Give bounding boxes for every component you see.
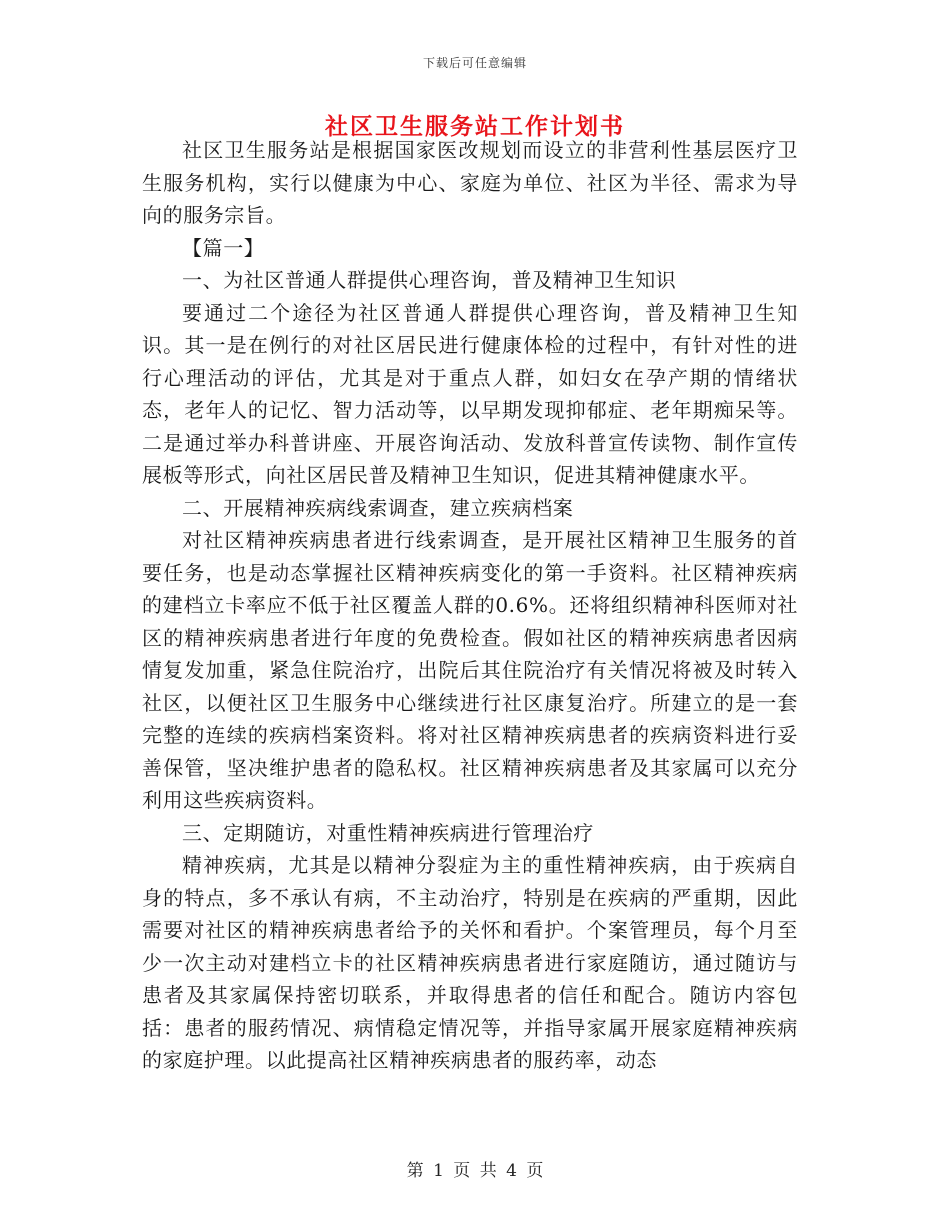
section-label: 【篇一】 [182, 235, 265, 260]
document-title: 社区卫生服务站工作计划书 [325, 113, 625, 140]
body-paragraph-2: 对社区精神疾病患者进行线索调查，是开展社区精神卫生服务的首要任务，也是动态掌握社区精神疾病变化的第一手资料。社区精神疾病的建档立卡率应不低于社区覆盖人群的0.6%。还将组织精神科医师对社区的精神疾病患者进行年度的免费检查。假如社区的精神疾病患者因病情复发加重，紧急住院治疗，出院后其住院治疗有关情况将被及时转入社区，以便社区卫生服务中心继续进行社区康复治疗。所建立的是一套完整的连续的疾病档案资料。将对社区精神疾病患者的疾病资料进行妥善保管，坚决维护患者的隐私权。社区精神疾病患者及其家属可以充分利用这些疾病资料。 [142, 528, 798, 812]
body-paragraph-1: 要通过二个途径为社区普通人群提供心理咨询，普及精神卫生知识。其一是在例行的对社区居民进行健康体检的过程中，有针对性的进行心理活动的评估，尤其是对于重点人群，如妇女在孕产期的情绪状态，老年人的记忆、智力活动等，以早期发现抑郁症、老年期痴呆等。二是通过举办科普讲座、开展咨询活动、发放科普宣传读物、制作宣传展板等形式，向社区居民普及精神卫生知识，促进其精神健康水平。 [142, 300, 798, 487]
header-note: 下载后可任意编辑 [422, 56, 527, 70]
heading-3: 三、定期随访，对重性精神疾病进行管理治疗 [182, 820, 594, 845]
body-paragraph-3: 精神疾病，尤其是以精神分裂症为主的重性精神疾病，由于疾病自身的特点，多不承认有病，不主动治疗，特别是在疾病的严重期，因此需要对社区的精神疾病患者给予的关怀和看护。个案管理员，每个月至少一次主动对建档立卡的社区精神疾病患者进行家庭随访，通过随访与患者及其家属保持密切联系，并取得患者的信任和配合。随访内容包括：患者的服药情况、病情稳定情况等，并指导家属开展家庭精神疾病的家庭护理。以此提高社区精神疾病患者的服药率，动态 [142, 853, 798, 1072]
heading-1: 一、为社区普通人群提供心理咨询，普及精神卫生知识 [182, 268, 677, 292]
document-body [142, 134, 798, 1077]
page-footer: 第 1 页 共 4 页 [406, 1161, 544, 1181]
heading-2: 二、开展精神疾病线索调查，建立疾病档案 [182, 495, 574, 520]
intro-paragraph: 社区卫生服务站是根据国家医改规划而设立的非营利性基层医疗卫生服务机构，实行以健康为中心、家庭为单位、社区为半径、需求为导向的服务宗旨。 [142, 138, 798, 227]
